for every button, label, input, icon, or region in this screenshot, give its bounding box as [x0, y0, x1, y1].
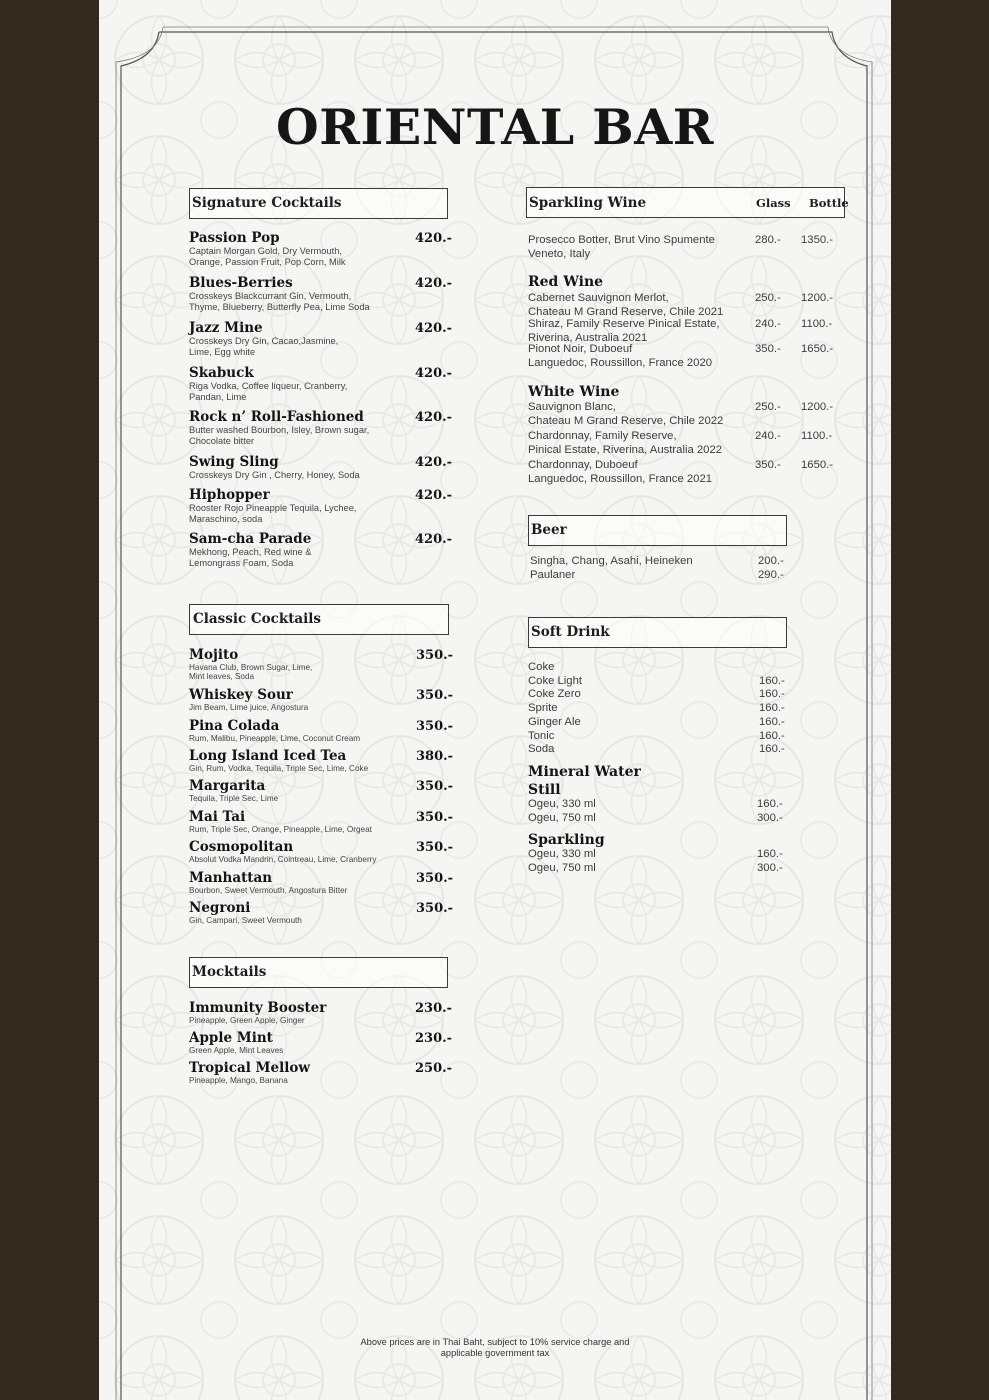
- item-description: Crosskeys Dry Gin, Cacao,Jasmine,: [189, 336, 339, 346]
- item-name: Manhattan: [189, 870, 273, 886]
- classic-cocktails-header: [189, 604, 449, 635]
- beer-header: [528, 515, 787, 546]
- section-heading: Mocktails: [192, 964, 267, 980]
- bottle-column-label: Bottle: [809, 196, 849, 210]
- item-name: Blues-Berries: [189, 275, 293, 291]
- wine-description-line: Languedoc, Roussillon, France 2020: [528, 356, 713, 369]
- wine-description-line: Sauvignon Blanc,: [528, 401, 616, 413]
- water-price: 300.-: [757, 812, 783, 824]
- beer-price: 200.-: [758, 555, 784, 567]
- item-description: Lime, Egg white: [189, 347, 256, 358]
- menu-item: [189, 488, 356, 526]
- sparkling-water-heading: Sparkling: [528, 832, 605, 848]
- section-heading: Sparkling Wine: [529, 195, 647, 211]
- item-price: 350.-: [416, 810, 454, 825]
- menu-item: [189, 749, 368, 773]
- item-name: Skabuck: [189, 365, 254, 381]
- wine-description-line: Chardonnay, Family Reserve,: [528, 430, 677, 442]
- menu-item: [189, 688, 308, 712]
- menu-item: [189, 231, 346, 269]
- soft-drink-price: 160.-: [759, 715, 785, 728]
- item-price: 350.-: [416, 901, 454, 916]
- item-description: Bourbon, Sweet Vermouth, Angostura Bitter: [189, 886, 348, 895]
- bottle-price: 1350.-: [801, 234, 834, 246]
- wine-description-line: Cabernet Sauvignon Merlot,: [528, 292, 669, 304]
- glass-price: 250.-: [755, 401, 781, 413]
- soft-drink-price: 160.-: [759, 674, 785, 687]
- item-description: Crosskeys Dry Gin , Cherry, Honey, Soda: [189, 470, 360, 480]
- water-name: Ogeu, 750 ml: [528, 862, 596, 874]
- soft-drink-price: 160.-: [759, 702, 785, 715]
- menu-item: [189, 871, 347, 895]
- menu-item: [189, 321, 338, 359]
- glass-price: 250.-: [755, 292, 781, 304]
- menu-item: [189, 648, 312, 681]
- item-description: Pandan, Lime: [189, 392, 247, 403]
- item-price: 380.-: [416, 749, 454, 764]
- wine-description-line: Shiraz, Family Reserve Pinical Estate,: [528, 318, 720, 330]
- menu-item: [189, 410, 369, 448]
- section-heading: Signature Cocktails: [192, 195, 342, 211]
- item-name: Whiskey Sour: [189, 687, 293, 703]
- soft-drink-price: 160.-: [759, 729, 785, 742]
- water-price: 300.-: [757, 862, 783, 874]
- menu-item: [189, 532, 311, 570]
- item-name: Cosmopolitan: [189, 839, 294, 855]
- item-price: 230.-: [415, 1001, 453, 1016]
- item-description: Butter washed Bourbon, Isley, Brown sugar,: [189, 425, 370, 435]
- item-description: Rum, Malibu, Pineapple, Lime, Coconut Cream: [189, 734, 361, 743]
- item-description: Riga Vodka, Coffee liqueur, Cranberry,: [189, 381, 348, 391]
- item-name: Pina Colada: [189, 718, 280, 734]
- item-price: 350.-: [416, 779, 454, 794]
- water-name: Ogeu, 750 ml: [528, 812, 596, 824]
- item-description: Mint leaves, Soda: [189, 672, 255, 681]
- bottle-price: 1100.-: [801, 430, 833, 442]
- item-name: Jazz Mine: [189, 320, 263, 336]
- soft-drink-price: 160.-: [759, 688, 785, 701]
- menu-item: [189, 455, 360, 481]
- item-description: Crosskeys Blackcurrant Gin, Vermouth,: [189, 291, 352, 301]
- bottle-price: 1200.-: [801, 401, 834, 413]
- soft-drink-name: Sprite: [528, 702, 558, 715]
- item-name: Mojito: [189, 647, 239, 663]
- item-description: Lemongrass Foam, Soda: [189, 558, 294, 569]
- item-price: 420.-: [415, 455, 453, 470]
- section-heading: Soft Drink: [531, 624, 610, 640]
- still-water-heading: Still: [528, 782, 561, 798]
- wine-description-line: Riverina, Australia 2021: [528, 331, 648, 344]
- mocktails-header: [189, 957, 448, 988]
- glass-price: 240.-: [755, 318, 781, 330]
- item-description: Tequila, Triple Sec, Lime: [189, 794, 279, 803]
- item-name: Mai Tai: [189, 809, 246, 825]
- wine-description-line: Pionot Noir, Duboeuf: [528, 343, 633, 355]
- sparkling-wine-header: [526, 187, 849, 218]
- menu-item: [189, 1031, 283, 1055]
- soft-drink-name: Tonic: [528, 729, 555, 742]
- item-price: 420.-: [415, 321, 453, 336]
- wine-description-line: Chateau M Grand Reserve, Chile 2022: [528, 414, 724, 427]
- item-description: Gin, Campari, Sweet Vermouth: [189, 916, 302, 925]
- wine-description: [528, 318, 720, 345]
- wine-description: [528, 401, 723, 428]
- bottle-price: 1650.-: [801, 459, 834, 471]
- wine-description-line: Pinical Estate, Riverina, Australia 2022: [528, 443, 723, 456]
- wine-description: [528, 292, 723, 319]
- item-name: Long Island Iced Tea: [189, 748, 347, 764]
- item-description: Jim Beam, Lime juice, Angostura: [189, 703, 309, 712]
- glass-price: 280.-: [755, 234, 781, 246]
- item-description: Captain Morgan Gold, Dry Vermouth,: [189, 246, 342, 256]
- item-price: 420.-: [415, 366, 453, 381]
- glass-price: 350.-: [755, 343, 781, 355]
- item-price: 350.-: [416, 871, 454, 886]
- item-name: Rock n’ Roll-Fashioned: [189, 409, 364, 425]
- item-price: 420.-: [415, 276, 453, 291]
- item-name: Passion Pop: [189, 230, 280, 246]
- wine-description-line: Prosecco Botter, Brut Vino Spumente: [528, 234, 715, 246]
- item-price: 350.-: [416, 688, 454, 703]
- section-heading: Classic Cocktails: [193, 611, 322, 627]
- item-name: Immunity Booster: [189, 1000, 327, 1016]
- footer-note: [99, 1337, 891, 1358]
- mineral-water-heading: Mineral Water: [528, 764, 641, 780]
- item-description: Mekhong, Peach, Red wine &: [189, 547, 312, 557]
- item-description: Absolut Vodka Mandrin, Cointreau, Lime, Cranberry: [189, 855, 377, 864]
- water-name: Ogeu, 330 ml: [528, 848, 596, 860]
- item-price: 350.-: [416, 648, 454, 663]
- page-title: ORIENTAL BAR: [276, 98, 714, 156]
- item-name: Apple Mint: [189, 1030, 273, 1046]
- menu-item: [189, 276, 370, 314]
- bottle-price: 1650.-: [801, 343, 834, 355]
- red-wine-heading: Red Wine: [528, 274, 604, 290]
- item-name: Negroni: [189, 900, 251, 916]
- wine-description-line: Veneto, Italy: [528, 247, 591, 260]
- soft-drink-name: Soda: [528, 743, 555, 756]
- beer-name: Paulaner: [530, 569, 576, 581]
- item-price: 350.-: [416, 840, 454, 855]
- water-price: 160.-: [757, 848, 783, 860]
- footer-line: applicable government tax: [440, 1347, 550, 1358]
- menu-item: [189, 1001, 326, 1025]
- wine-description-line: Chateau M Grand Reserve, Chile 2021: [528, 305, 724, 318]
- item-description: Thyme, Blueberry, Butterfly Pea, Lime Soda: [189, 302, 370, 313]
- item-name: Sam-cha Parade: [189, 531, 312, 547]
- wine-description-line: Chardonnay, Duboeuf: [528, 459, 638, 471]
- glass-column-label: Glass: [756, 196, 791, 210]
- menu-item: [189, 366, 347, 404]
- item-name: Margarita: [189, 778, 266, 794]
- section-heading: Beer: [531, 522, 567, 538]
- wine-description: [528, 343, 712, 370]
- menu-item: [189, 719, 360, 743]
- wine-description: [528, 234, 715, 261]
- item-name: Tropical Mellow: [189, 1060, 310, 1076]
- item-description: Gin, Rum, Vodka, Tequila, Triple Sec, Lime, Coke: [189, 764, 369, 773]
- footer-line: Above prices are in Thai Baht, subject to 10% service charge and: [360, 1337, 630, 1347]
- item-description: Pineapple, Green Apple, Ginger: [189, 1016, 305, 1025]
- item-price: 350.-: [416, 719, 454, 734]
- menu-item: [189, 779, 278, 803]
- item-description: Maraschino, soda: [189, 514, 263, 525]
- menu-item: [189, 810, 372, 834]
- glass-price: 240.-: [755, 430, 781, 442]
- menu-item: [189, 901, 302, 925]
- wine-description: [528, 459, 712, 486]
- item-name: Swing Sling: [189, 454, 279, 470]
- item-name: Hiphopper: [189, 487, 270, 503]
- item-price: 420.-: [415, 231, 453, 246]
- item-description: Rooster Rojo Pineapple Tequila, Lychee,: [189, 503, 357, 513]
- glass-price: 350.-: [755, 459, 781, 471]
- bottle-price: 1100.-: [801, 318, 833, 330]
- item-description: Pineapple, Mango, Banana: [189, 1076, 288, 1085]
- bottle-price: 1200.-: [801, 292, 834, 304]
- item-price: 420.-: [415, 488, 453, 503]
- wine-description-line: Languedoc, Roussillon, France 2021: [528, 472, 713, 485]
- item-description: Chocolate bitter: [189, 436, 255, 447]
- soft-drink-name: Coke Light: [528, 674, 583, 687]
- soft-drink-header: [528, 617, 787, 648]
- item-price: 250.-: [415, 1061, 453, 1076]
- item-price: 230.-: [415, 1031, 453, 1046]
- soft-drink-name: Coke Zero: [528, 688, 581, 701]
- soft-drink-price: 160.-: [759, 743, 785, 756]
- item-description: Rum, Triple Sec, Orange, Pineapple, Lime, Orgeat: [189, 825, 372, 834]
- item-description: Green Apple, Mint Leaves: [189, 1046, 284, 1055]
- item-description: Orange, Passion Fruit, Pop Corn, Milk: [189, 257, 346, 268]
- item-price: 420.-: [415, 410, 453, 425]
- menu-page: [99, 0, 891, 1400]
- water-price: 160.-: [757, 798, 783, 810]
- beer-name: Singha, Chang, Asahi, Heineken: [530, 555, 693, 567]
- beer-price: 290.-: [758, 569, 784, 581]
- menu-item: [189, 840, 377, 864]
- white-wine-heading: White Wine: [528, 384, 620, 400]
- menu-item: [189, 1061, 310, 1085]
- water-name: Ogeu, 330 ml: [528, 798, 596, 810]
- soft-drink-name: Ginger Ale: [528, 715, 581, 728]
- signature-cocktails-header: [189, 188, 448, 219]
- item-description: Havana Club, Brown Sugar, Lime,: [189, 663, 313, 672]
- wine-description: [528, 430, 722, 457]
- soft-drink-name: Coke: [528, 661, 555, 673]
- item-price: 420.-: [415, 532, 453, 547]
